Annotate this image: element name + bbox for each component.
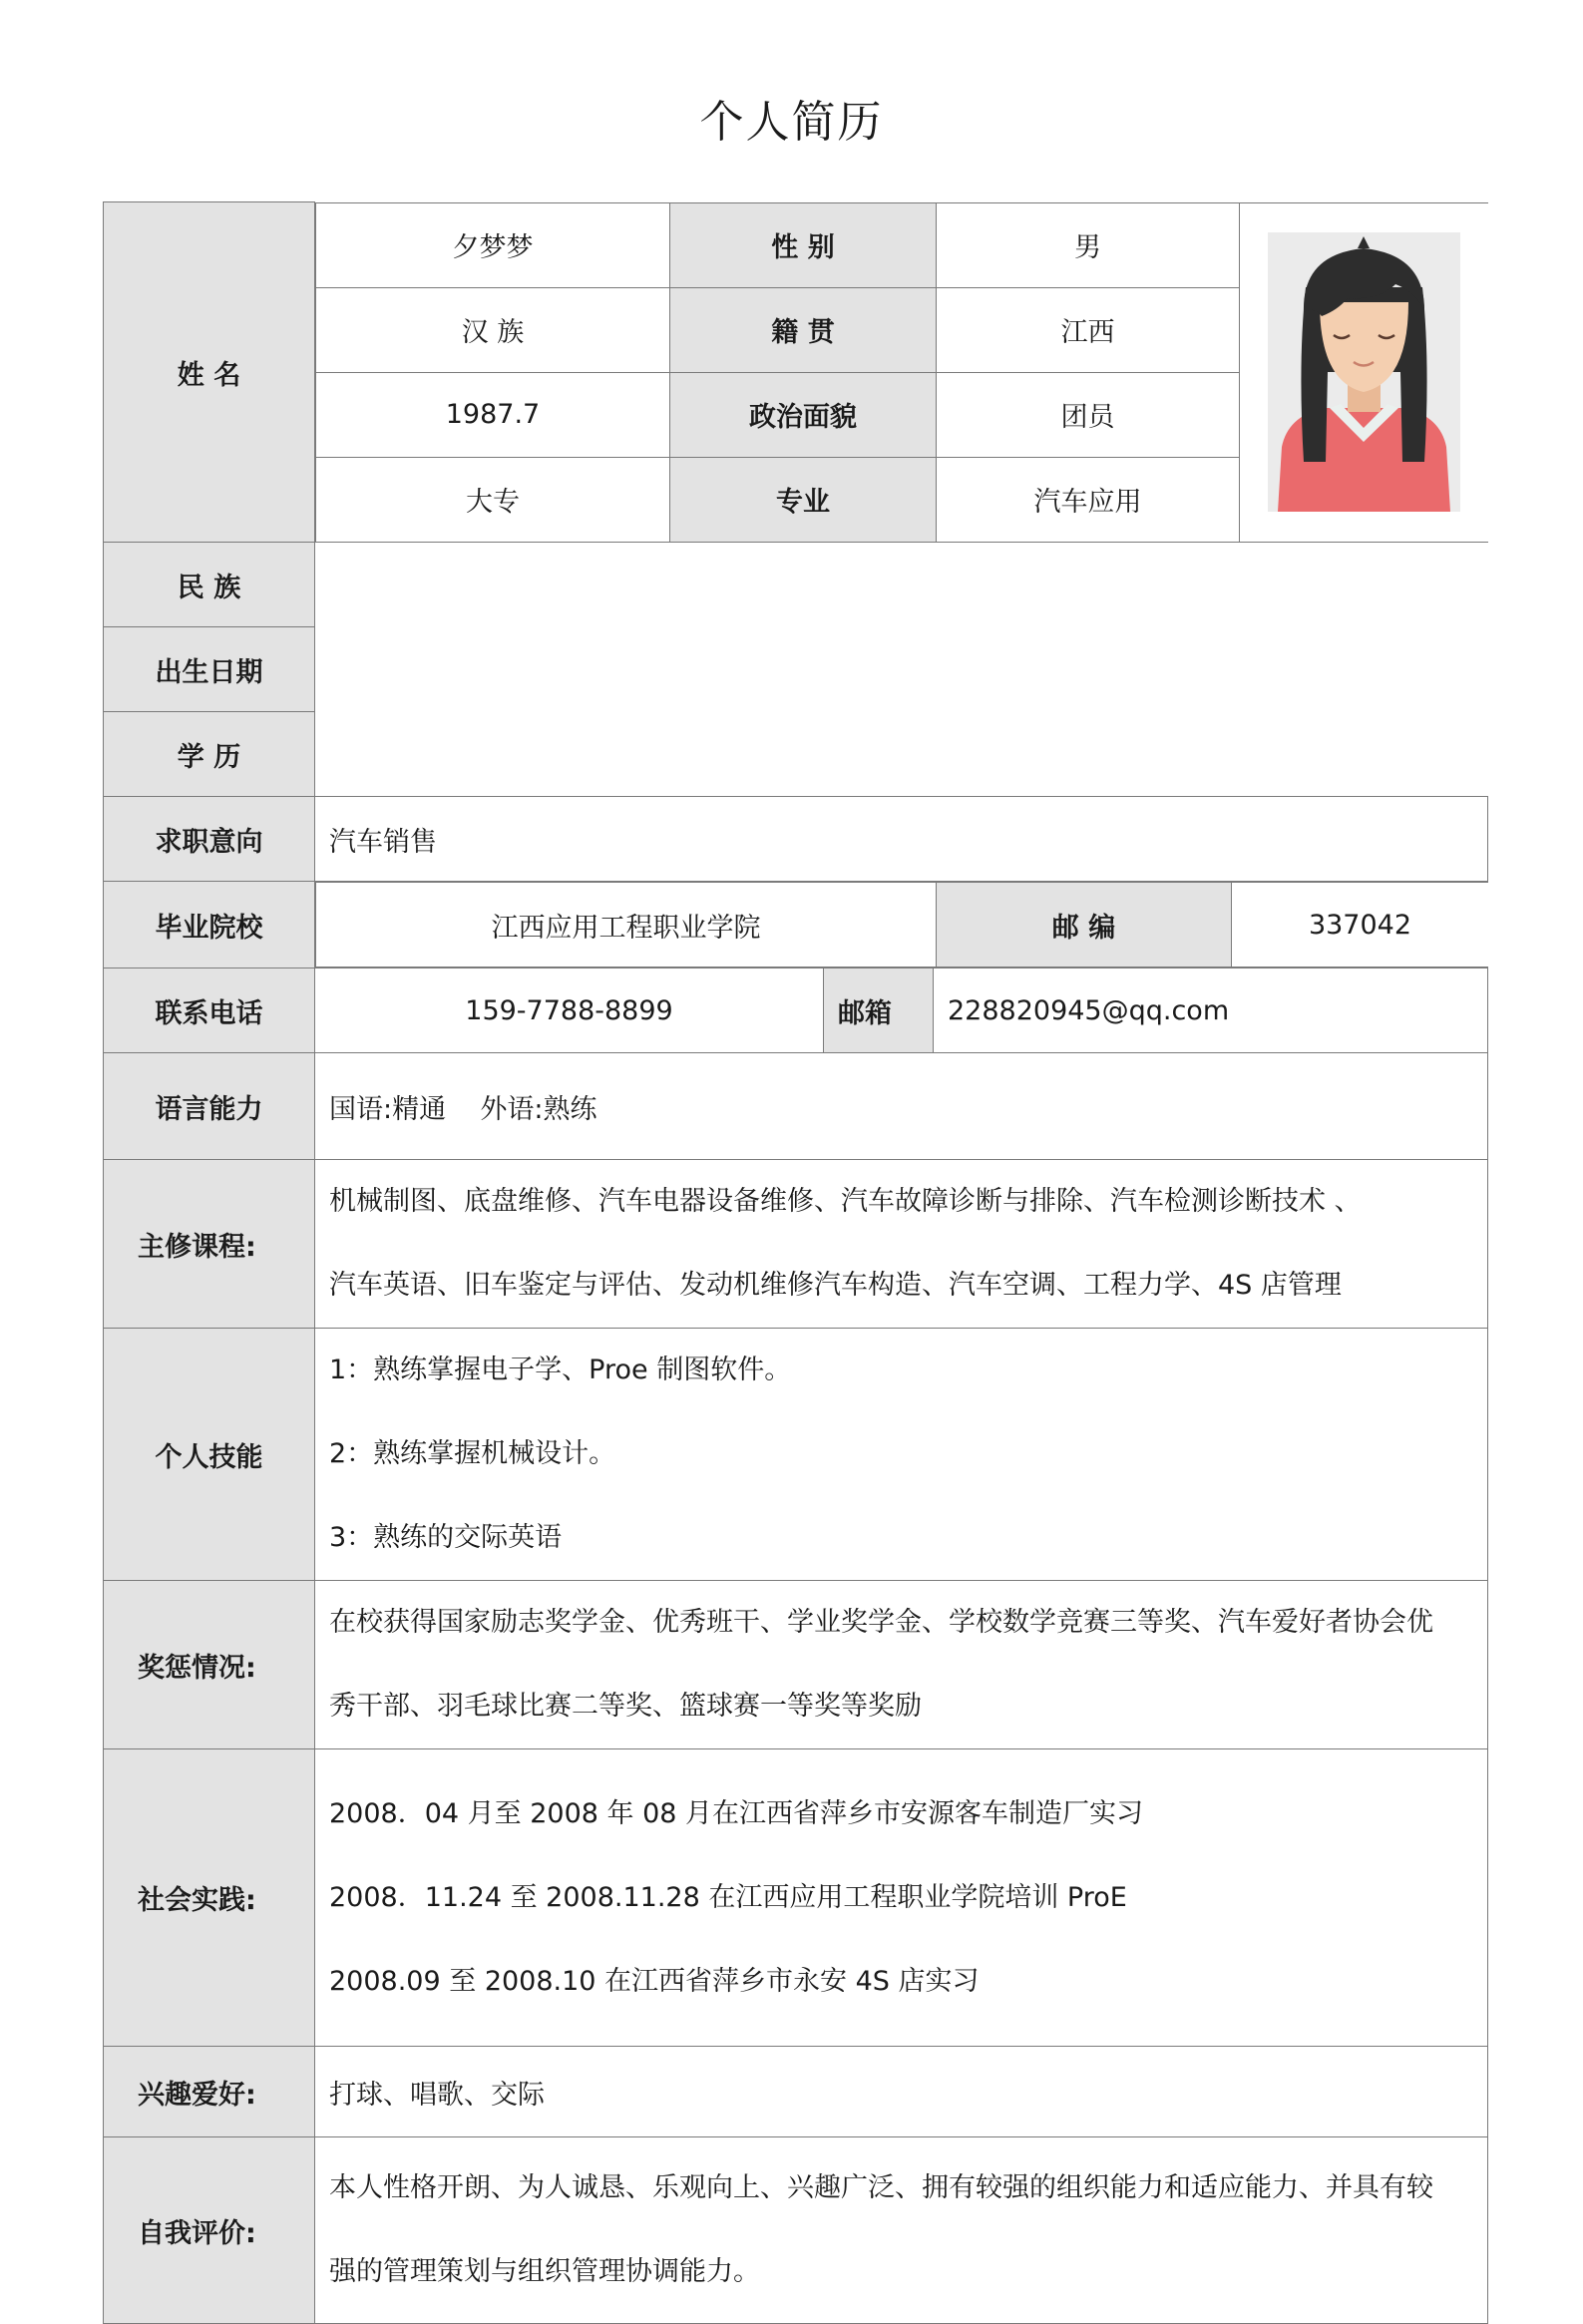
phone-value: 159-7788-8899 — [315, 968, 824, 1053]
self-eval-text — [315, 2137, 1488, 2324]
education-label: 学 历 — [104, 712, 315, 797]
phone-label: 联系电话 — [104, 968, 315, 1053]
practice-label: 社会实践: — [104, 1749, 315, 2047]
awards-text — [315, 1581, 1488, 1749]
courses-line: 汽车英语、旧车鉴定与评估、发动机维修汽车构造、汽车空调、工程力学、4S 店管理 — [329, 1270, 1342, 1301]
self-eval-label: 自我评价: — [104, 2137, 315, 2324]
email-label: 邮箱 — [824, 968, 934, 1053]
skills-list — [315, 1329, 1488, 1581]
skills-label: 个人技能 — [104, 1329, 315, 1581]
objective-label: 求职意向 — [104, 797, 315, 882]
political-value: 团员 — [937, 372, 1240, 457]
hobbies-label: 兴趣爱好: — [104, 2047, 315, 2137]
awards-label: 奖惩情况: — [104, 1581, 315, 1749]
school-grid — [315, 882, 1488, 968]
practice-item: 2008．11.24 至 2008.11.28 在江西应用工程职业学院培训 ProE — [329, 1881, 1127, 1913]
birth-value: 1987.7 — [316, 372, 670, 457]
birth-label: 出生日期 — [104, 627, 315, 712]
postcode-label: 邮 编 — [937, 883, 1232, 968]
postcode-value: 337042 — [1232, 883, 1488, 968]
courses-label: 主修课程: — [104, 1160, 315, 1329]
name-value: 夕梦梦 — [316, 202, 670, 287]
courses-line: 机械制图、底盘维修、汽车电器设备维修、汽车故障诊断与排除、汽车检测诊断技术 、 — [329, 1186, 1362, 1217]
self-eval-line: 本人性格开朗、为人诚恳、乐观向上、兴趣广泛、拥有较强的组织能力和适应能力、并具有较 — [329, 2172, 1433, 2203]
political-label: 政治面貌 — [670, 372, 937, 457]
photo-cell — [1240, 202, 1488, 542]
gender-value: 男 — [937, 202, 1240, 287]
name-label: 姓 名 — [104, 202, 315, 543]
awards-line: 在校获得国家励志奖学金、优秀班干、学业奖学金、学校数学竞赛三等奖、汽车爱好者协会优 — [329, 1607, 1433, 1638]
language-label: 语言能力 — [104, 1053, 315, 1160]
practice-item: 2008.09 至 2008.10 在江西省萍乡市永安 4S 店实习 — [329, 1965, 980, 1997]
avatar — [1268, 232, 1460, 512]
skill-item: 2：熟练掌握机械设计。 — [329, 1438, 616, 1469]
practice-item: 2008．04 月至 2008 年 08 月在江西省萍乡市安源客车制造厂实习 — [329, 1797, 1144, 1829]
major-label: 专业 — [670, 457, 937, 542]
gender-label: 性 别 — [670, 202, 937, 287]
page-title: 个人简历 — [699, 97, 884, 148]
skill-item: 3：熟练的交际英语 — [329, 1522, 563, 1553]
native-label: 籍 贯 — [670, 287, 937, 372]
awards-line: 秀干部、羽毛球比赛二等奖、篮球赛一等奖等奖励 — [329, 1691, 922, 1722]
language-value: 国语:精通 外语:熟练 — [315, 1053, 1488, 1160]
self-eval-line: 强的管理策划与组织管理协调能力。 — [329, 2256, 760, 2287]
skill-item: 1：熟练掌握电子学、Proe 制图软件。 — [329, 1355, 792, 1385]
major-value: 汽车应用 — [937, 457, 1240, 542]
resume-table — [103, 201, 1488, 2324]
practice-list — [315, 1749, 1488, 2047]
basic-info-grid — [315, 202, 1488, 543]
email-value: 228820945@qq.com — [934, 968, 1488, 1053]
native-value: 江西 — [937, 287, 1240, 372]
ethnicity-label: 民 族 — [104, 543, 315, 627]
school-label: 毕业院校 — [104, 882, 315, 968]
courses-list — [315, 1160, 1488, 1329]
school-value: 江西应用工程职业学院 — [316, 883, 937, 968]
hobbies-value: 打球、唱歌、交际 — [315, 2047, 1488, 2137]
education-value: 大专 — [316, 457, 670, 542]
objective-value: 汽车销售 — [315, 797, 1488, 882]
ethnicity-value: 汉 族 — [316, 287, 670, 372]
